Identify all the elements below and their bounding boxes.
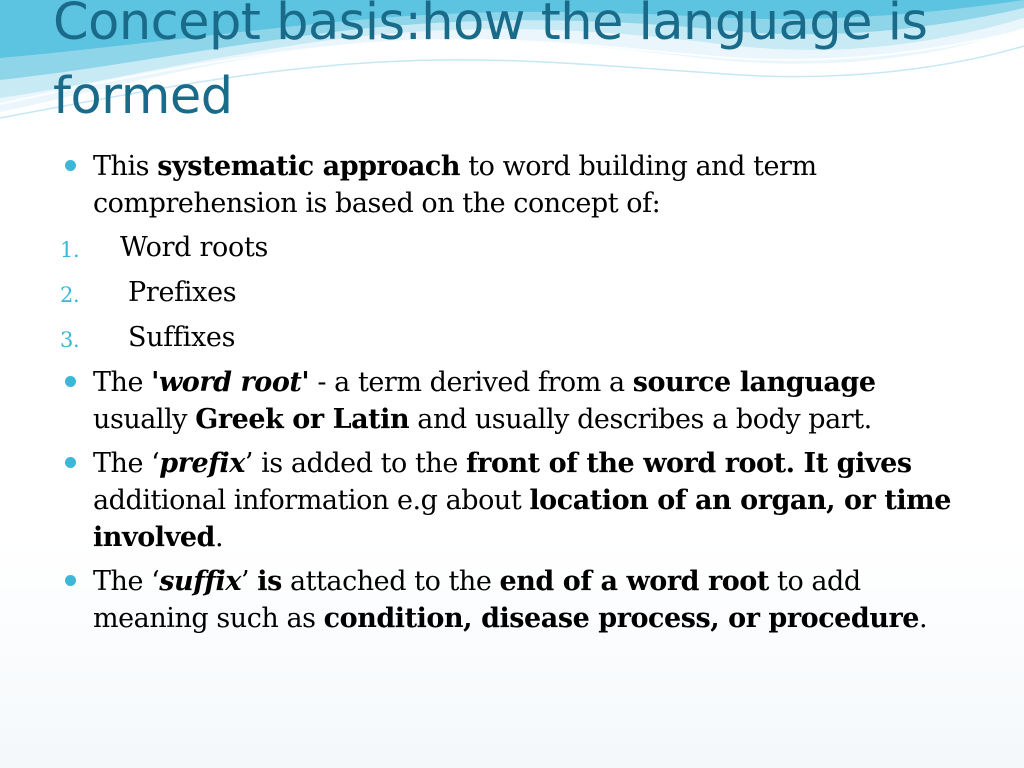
root-text-4: and usually describes a body part.: [409, 404, 872, 435]
prefix-bold-2: location of an organ, or time involved: [93, 485, 951, 553]
number-marker: 1.: [60, 238, 80, 262]
numbered-item-1: [60, 229, 960, 266]
prefix-term: prefix: [159, 448, 245, 479]
prefix-text-1: The ‘: [93, 448, 160, 479]
root-bold-2: Greek or Latin: [195, 404, 410, 435]
suffix-term: suffix: [159, 566, 242, 597]
root-text-1: The: [93, 367, 152, 398]
slide-body: [60, 148, 960, 644]
intro-text-2: to word building and term comprehension is based on the concept of:: [93, 151, 817, 219]
bullet-intro: [60, 148, 960, 222]
bullet-dot-icon: [65, 457, 76, 468]
suffix-text-3: attached to the: [281, 566, 500, 597]
suffix-text-5: .: [919, 603, 928, 634]
numbered-item-text: Word roots: [120, 232, 269, 263]
root-text-2: - a term derived from a: [309, 367, 633, 398]
suffix-bold-3: condition, disease process, or procedure: [323, 603, 920, 634]
root-term: 'word root': [151, 367, 310, 398]
bullet-dot-icon: [65, 376, 76, 387]
suffix-text-1: The ‘: [93, 566, 160, 597]
suffix-text-2: ’: [241, 566, 258, 597]
number-marker: 2.: [60, 283, 80, 307]
intro-text-1: This: [93, 151, 158, 182]
prefix-text-4: .: [215, 522, 224, 553]
numbered-item-text: Suffixes: [128, 322, 236, 353]
numbered-item-text: Prefixes: [128, 277, 237, 308]
bullet-suffix: [60, 563, 960, 637]
root-text-3: usually: [93, 404, 196, 435]
bullet-dot-icon: [65, 160, 76, 171]
numbered-item-3: [60, 319, 960, 356]
slide-title: Concept basis:how the language is formed: [53, 0, 928, 126]
prefix-text-2: ’ is added to the: [244, 448, 466, 479]
suffix-text-4: to add meaning such as: [93, 566, 861, 634]
bullet-word-root: [60, 364, 960, 438]
numbered-item-2: [60, 274, 960, 311]
prefix-bold-1: front of the word root. It gives: [466, 448, 912, 479]
number-marker: 3.: [60, 328, 80, 352]
bullet-prefix: [60, 445, 960, 556]
root-bold-1: source language: [632, 367, 876, 398]
suffix-bold-2: end of a word root: [499, 566, 769, 597]
intro-bold-1: systematic approach: [157, 151, 461, 182]
bullet-dot-icon: [65, 575, 76, 586]
prefix-text-3: additional information e.g about: [93, 485, 530, 516]
suffix-bold-1: is: [257, 566, 282, 597]
